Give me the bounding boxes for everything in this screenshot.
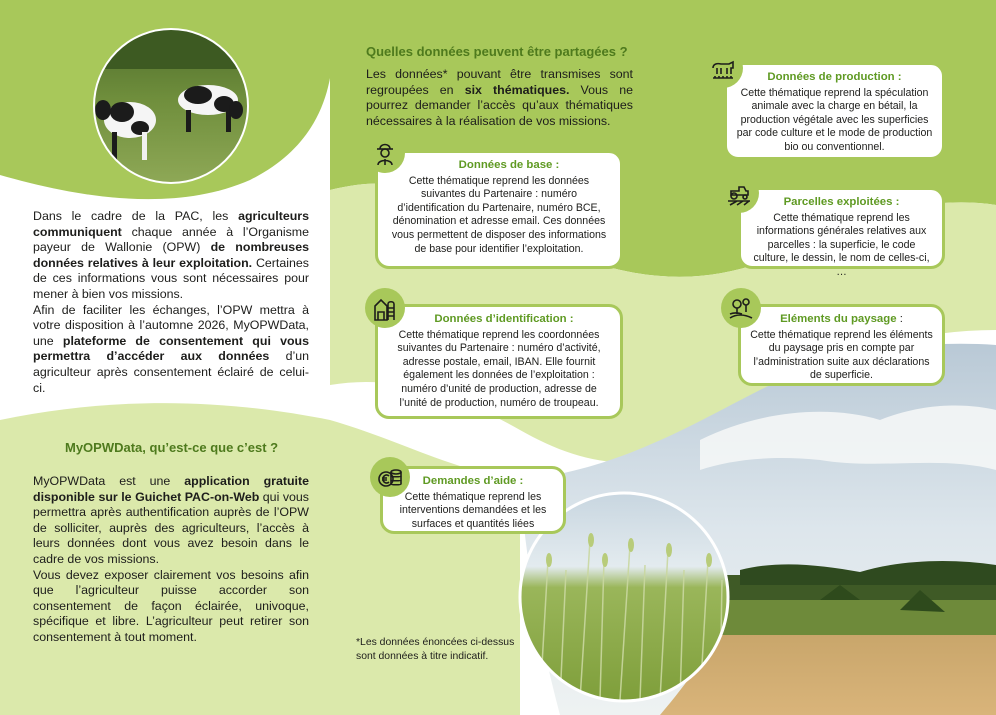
- card-identification-data-body: Cette thématique reprend les coordonnées suivantes du Partenaire : numéro d’activité, adresse postale, email, IBAN. Elle fournit également les données de l’exploitation : numéro d’unité de production, adresse de l’unité de production, numéro de troupeau.: [397, 328, 601, 409]
- intro-paragraph-1: [33, 209, 309, 303]
- card-exploited-parcels-title: Parcelles exploitées :: [783, 196, 900, 208]
- body-text: MyOPWData est une: [33, 474, 185, 488]
- livestock-icon: [703, 48, 743, 88]
- card-base-data-body: Cette thématique reprend les données suivantes du Partenaire : numéro d’identification du Partenaire, numéro BCE, dénomination et adresse email. Ces données vous permettent de disposer des informations de base pour identifier l’exploitation.: [391, 174, 607, 255]
- card-exploited-parcels: [738, 187, 945, 278]
- bottom-middle-pale-wave: [330, 420, 520, 715]
- body-text: chaque année à l’Organisme payeur de Wallonie (OPW): [33, 224, 309, 255]
- myopwdata-title: MyOPWData, qu’est-ce que c’est ?: [65, 440, 279, 455]
- body-text: Dans le cadre de la PAC, les: [33, 209, 239, 223]
- shared-data-title: Quelles données peuvent être partagées ?: [366, 44, 628, 59]
- card-production-data-body: Cette thématique reprend la spéculation animale avec la charge en bétail, la production végétale avec les superficies par code culture et le mode de production bio ou conventionnel.: [736, 86, 933, 153]
- body-text: Les données* pouvant être transmises sont regroupées en: [366, 67, 633, 97]
- emphasis-text: agriculteurs communiquent: [33, 209, 309, 239]
- card-aid-requests-title: Demandes d’aide :: [422, 475, 524, 487]
- body-text: Vous ne pourrez demander l’accès qu’aux thématiques nécessaires à la réalisation de vos missions.: [366, 82, 634, 128]
- intro-paragraph-2: [33, 303, 309, 397]
- card-exploited-parcels-body: Cette thématique reprend les informations générales relatives aux parcelles : la superficie, le code culture, le dessin, le nom de celles-ci, …: [753, 211, 930, 278]
- myopwdata-paragraph-2: [33, 568, 309, 646]
- body-text: Certaines de ces informations vous sont nécessaires pour mener à bien vos missions.: [33, 255, 309, 301]
- body-text: qui vous permettra après authentification auprès de l’OPW de solliciter, auprès des agriculteurs, l’accès à leurs données dont vous avez besoin dans le cadre de vos missions.: [33, 489, 309, 566]
- card-production-data-title: Données de production :: [767, 71, 902, 83]
- card-landscape-elements: [738, 304, 945, 386]
- card-landscape-elements-title: Eléments du paysage: [780, 313, 897, 325]
- card-base-data: [375, 150, 623, 269]
- emphasis-text: six thématiques.: [464, 82, 570, 97]
- body-text: Vous devez exposer clairement vos besoins afin que l’agriculteur puisse accorder son consentement de façon éclairée, univoque, spécifique et libre. L’agriculteur peut retirer son consentement à tout moment.: [33, 567, 309, 644]
- euro-coins-icon: [370, 457, 410, 497]
- body-text: Afin de faciliter les échanges, l’OPW mettra à votre disposition à l’automne 2026, MyOPWData, une: [33, 302, 309, 348]
- farmer-icon: [365, 133, 405, 173]
- farm-barn-icon: [365, 288, 405, 328]
- card-aid-requests-body: Cette thématique reprend les interventions demandées et les surfaces et quantités liées: [399, 490, 547, 530]
- emphasis-text: application gratuite disponible sur le Guichet PAC-on-Web: [33, 474, 310, 504]
- card-production-data: [724, 62, 945, 160]
- body-text: d’un agriculteur après consentement éclairé de celui-ci.: [33, 349, 310, 395]
- card-identification-data: [375, 304, 623, 419]
- landscape-trees-icon: [721, 288, 761, 328]
- tractor-field-icon: [719, 173, 759, 213]
- card-landscape-elements-body: Cette thématique reprend les éléments du paysage pris en compte par l’administration suite aux déclarations de superficie.: [750, 328, 933, 382]
- data-footnote: *Les données énoncées ci-dessus sont données à titre indicatif.: [356, 637, 515, 662]
- card-landscape-elements-title-line: [749, 313, 934, 327]
- card-base-data-title: Données de base :: [458, 159, 560, 171]
- emphasis-text: plateforme de consentement qui vous permettra d’accéder aux données: [33, 333, 310, 364]
- intro-text: [33, 209, 309, 396]
- shared-data-intro: [366, 67, 633, 129]
- card-identification-data-title: Données d’identification :: [434, 313, 574, 325]
- emphasis-text: de nombreuses données relatives à leur exploitation.: [33, 240, 309, 270]
- myopwdata-text: [33, 474, 309, 646]
- shared-data-intro-paragraph: [366, 67, 633, 129]
- myopwdata-paragraph-1: [33, 474, 309, 568]
- card-landscape-elements-title-suffix: :: [896, 313, 903, 325]
